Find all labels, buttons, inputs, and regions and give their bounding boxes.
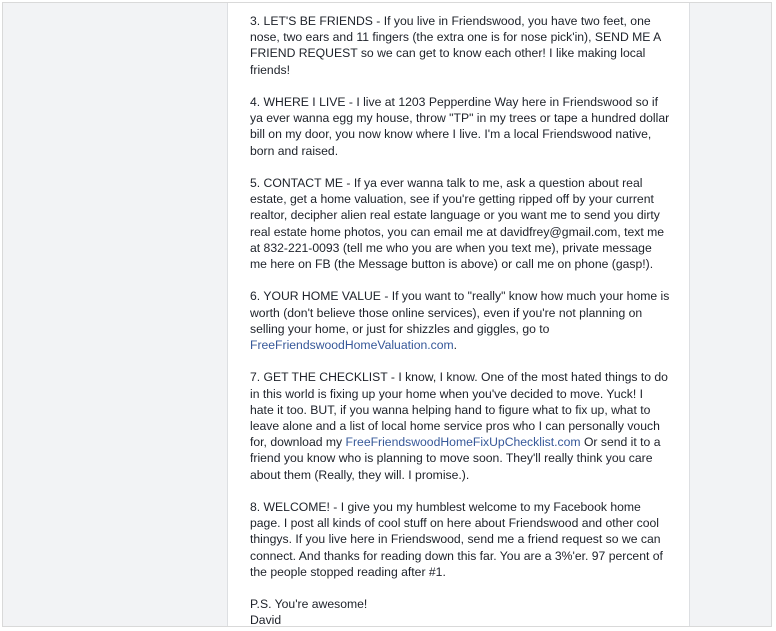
post-text-segment: 3. LET'S BE FRIENDS - If you live in Friendswood, you have two feet, one nose, two ears and 11 fingers (the extra one is for nose pick'in), SEND ME A FRIEND REQUEST so we can get to know each other! I like making local friends! [250,14,664,77]
post-paragraph-p4 [250,94,673,159]
post-paragraph-p3 [250,13,670,78]
post-text-segment: Or send it to a friend you know who is planning to move soon. They'll really think you care about them (Really, they will. I promise.). [250,435,664,482]
post-panel [227,3,690,626]
post-paragraph-p5 [250,175,670,272]
post-text [250,13,673,629]
post-paragraph-p6 [250,288,673,353]
page-frame [2,2,772,627]
post-text-segment: 7. GET THE CHECKLIST - I know, I know. One of the most hated things to do in this world is fixing up your home when you've decided to move. Yuck! I hate it too. BUT, if you wanna helping hand to figure what to fix up, what to leave alone and a list of local home service pros who I can personally vouch for, download my [250,370,672,450]
post-text-segment: 4. WHERE I LIVE - I live at 1203 Pepperdine Way here in Friendswood so if ya ever wanna egg my house, throw "TP" in my trees or tape a hundred dollar bill on my door, you now know where I live. I'm a local Friendswood native, born and raised. [250,95,673,158]
post-text-segment: 5. CONTACT ME - If ya ever wanna talk to me, ask a question about real estate, get a home valuation, see if you're getting ripped off by your current realtor, decipher alien real estate language or you want me to send you dirty real estate home photos, you can email me at davidfrey@gmail.com, text me at 832-221-0093 (tell me who you are when you text me), private message me here on FB (the Message button is above) or call me on phone (gasp!). [250,176,668,272]
post-paragraph-p8 [250,499,670,580]
post-text-segment: 6. YOUR HOME VALUE - If you want to "really" know how much your home is worth (don't believe those online services), even if you're not planning on selling your home, or just for shizzles and giggles, go to [250,289,673,336]
post-paragraph-p7 [250,369,670,482]
post-text-segment: 8. WELCOME! - I give you my humblest welcome to my Facebook home page. I post all kinds of cool stuff on here about Friendswood and other cool thingys. If you live here in Friendswood, send me a friend request so we can connect. And thanks for reading down this far. You are a 3%'er. 97 percent of the people stopped reading after #1. [250,500,667,579]
post-signature: David [250,613,282,628]
post-link[interactable]: FreeFriendswoodHomeValuation.com [250,338,454,353]
post-ps: P.S. You're awesome! [250,597,368,612]
post-link[interactable]: FreeFriendswoodHomeFixUpChecklist.com [345,435,581,450]
post-text-segment: . [453,338,458,353]
